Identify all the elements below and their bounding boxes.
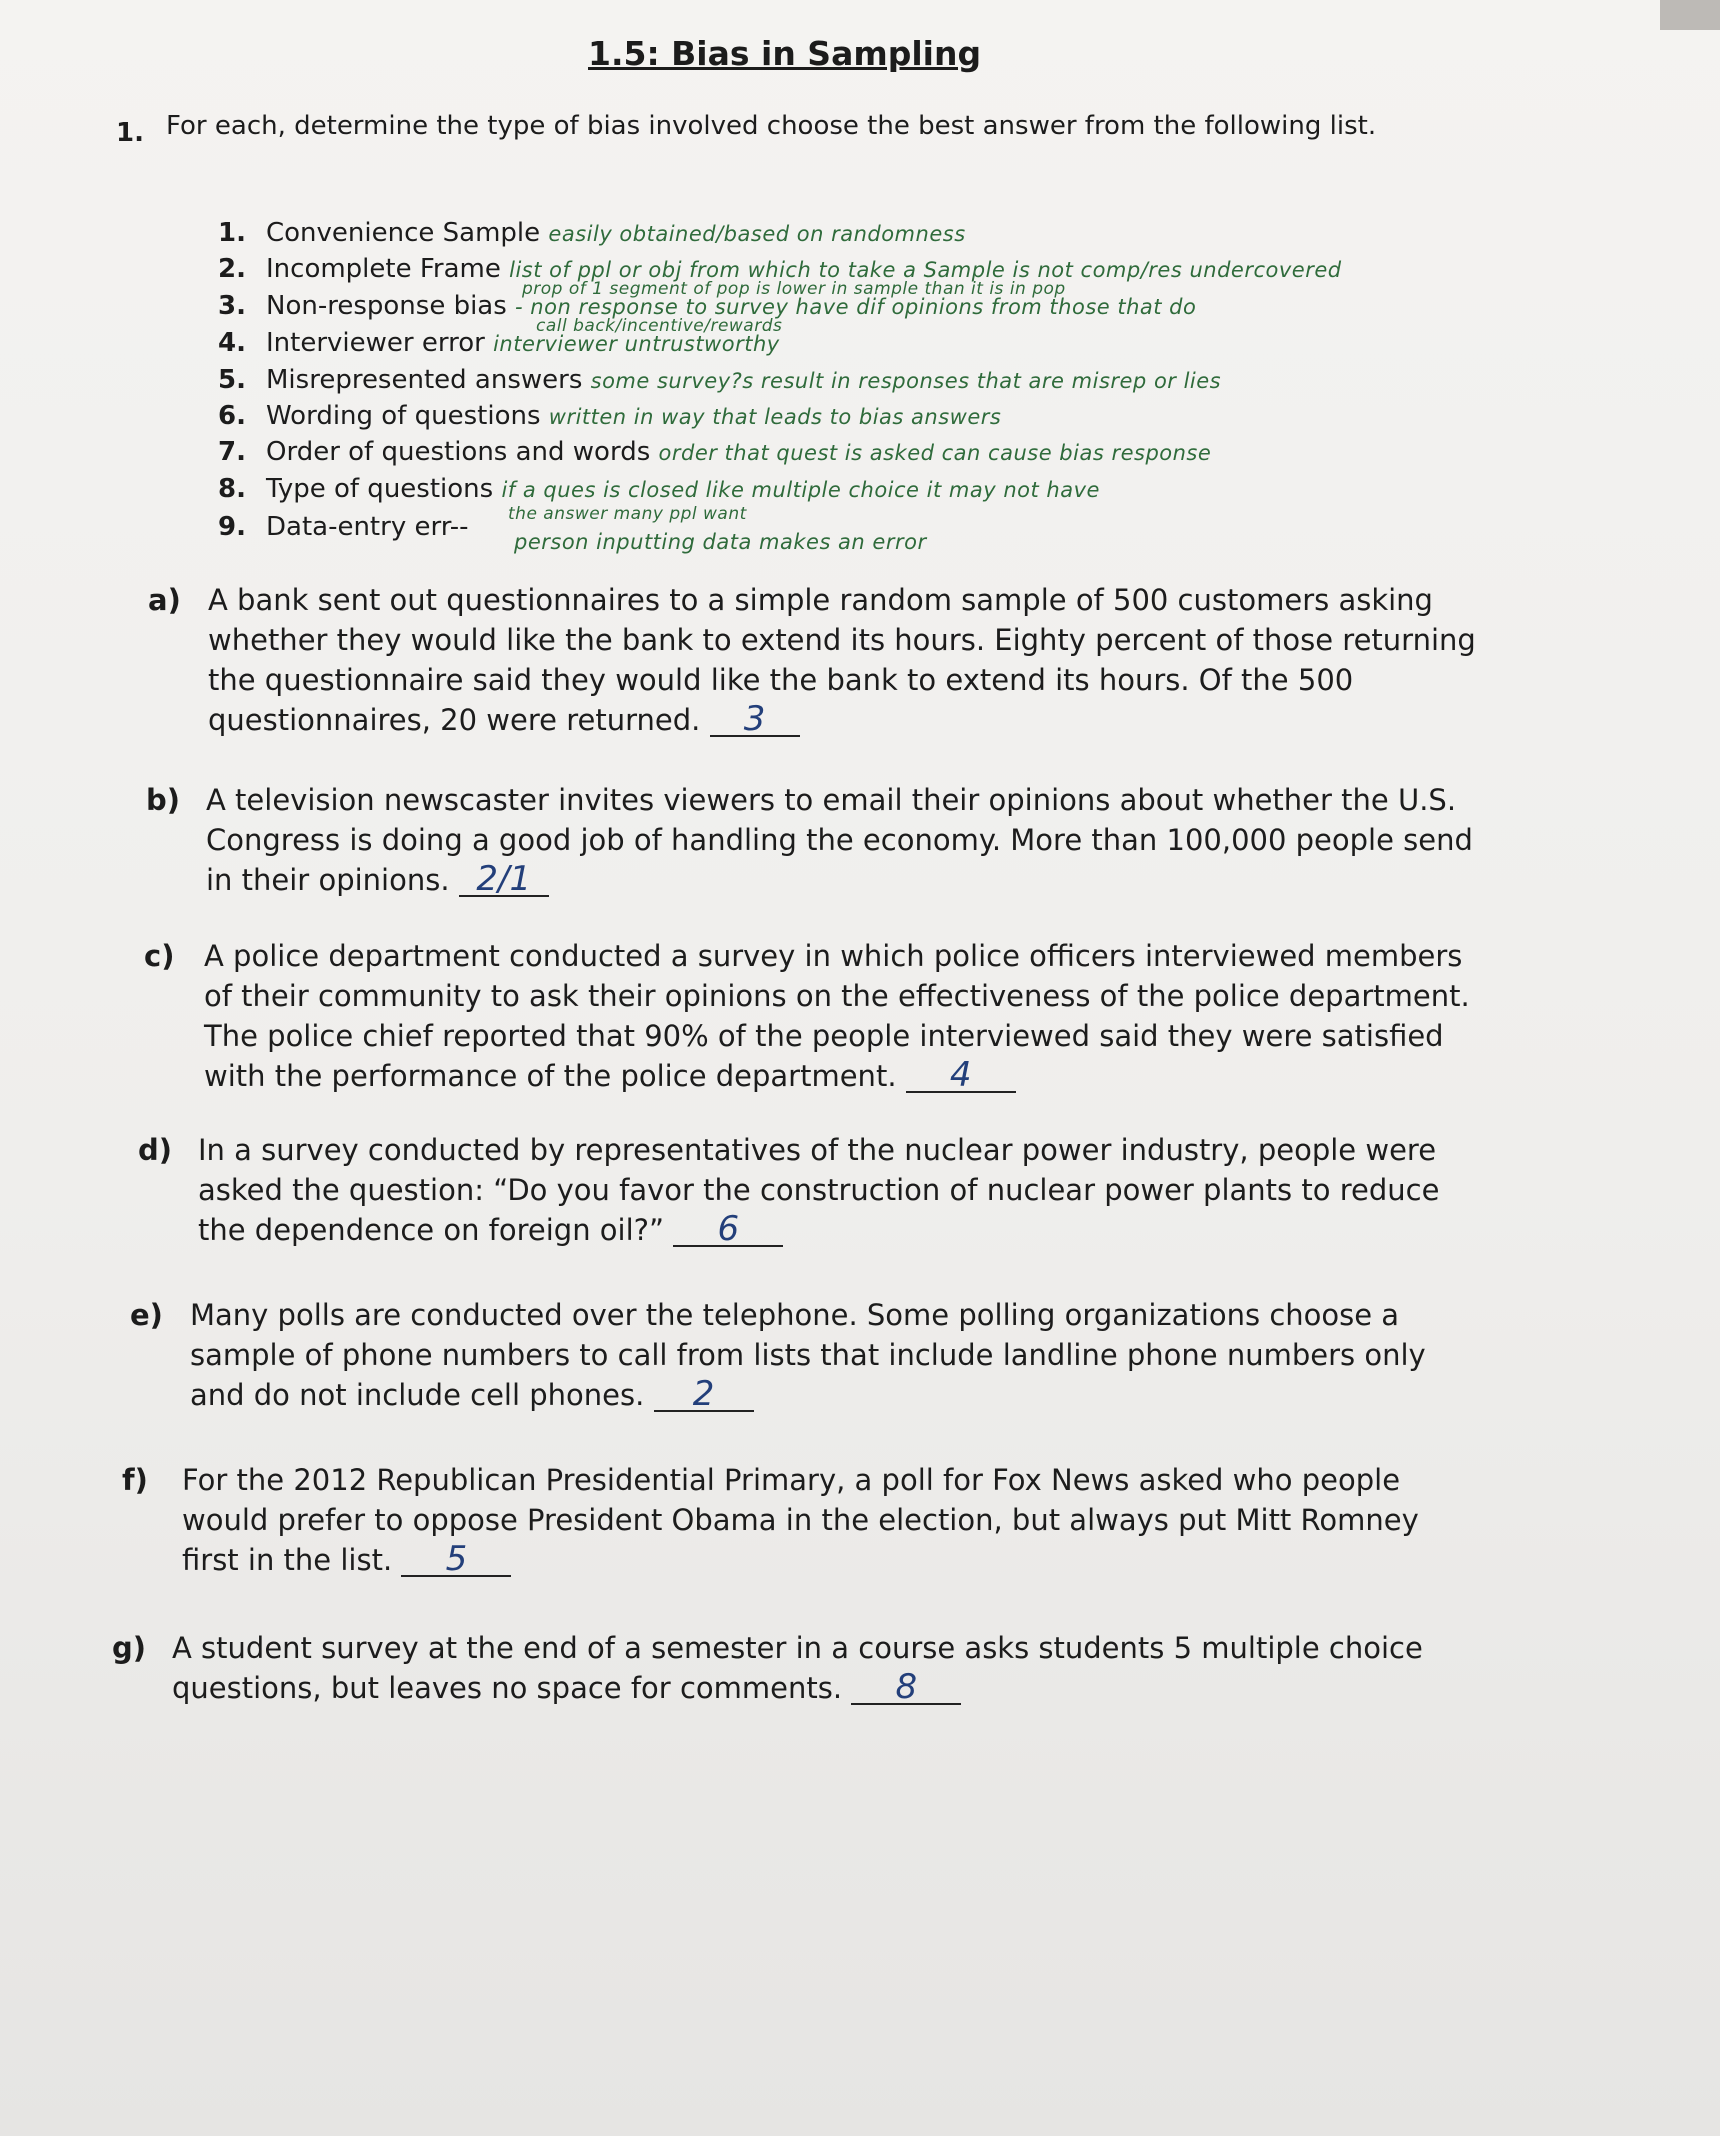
answer-blank[interactable]: 3 (710, 703, 800, 737)
bias-label: Data-entry err-- (266, 512, 469, 542)
part-line: of their community to ask their opinions on the effectiveness of the police department. (204, 979, 1470, 1013)
handwritten-note: interviewer untrustworthy (493, 332, 780, 356)
question-part-f: f) For the 2012 Republican Presidential Primary, a poll for Fox News asked who people would prefer to oppose President Obama in the election, but always put Mitt Romney first in the list. 5 (182, 1460, 1522, 1580)
list-item: 2. Incomplete Frame list of ppl or obj from which to take a Sample is not comp/res undercovered (218, 254, 1342, 284)
part-line: A student survey at the end of a semester in a course asks students 5 multiple choice (172, 1631, 1423, 1665)
question-text: For each, determine the type of bias involved choose the best answer from the following list. (166, 111, 1377, 141)
bias-label: Order of questions and words (266, 437, 651, 467)
question-part-d: d) In a survey conducted by representatives of the nuclear power industry, people were asked the question: “Do you favor the construction of nuclear power plants to reduce the dependence on foreign oil?” 6 (198, 1130, 1508, 1250)
part-line: A bank sent out questionnaires to a simple random sample of 500 customers asking (208, 583, 1433, 617)
bias-label: Misrepresented answers (266, 365, 583, 395)
list-item: 3. Non-response bias - non response to survey have dif opinions from those that do (218, 291, 1197, 321)
part-line: Many polls are conducted over the telephone. Some polling organizations choose a (190, 1298, 1400, 1332)
bias-label: Type of questions (266, 474, 494, 504)
bias-label: Non-response bias (266, 291, 507, 321)
answer-blank[interactable]: 6 (673, 1213, 783, 1247)
part-line: questions, but leaves no space for comments. (172, 1671, 843, 1705)
part-line: with the performance of the police department. (204, 1059, 897, 1093)
list-item: 7. Order of questions and words order that quest is asked can cause bias response (218, 437, 1212, 467)
part-line: questionnaires, 20 were returned. (208, 703, 701, 737)
handwritten-note: easily obtained/based on randomness (548, 222, 966, 246)
handwritten-note: list of ppl or obj from which to take a Sample is not comp/res undercovered (509, 258, 1342, 282)
list-item: 4. Interviewer error interviewer untrustworthy (218, 328, 780, 358)
handwritten-note: call back/incentive/rewards (536, 316, 783, 336)
part-line: The police chief reported that 90% of the people interviewed said they were satisfied (204, 1019, 1444, 1053)
handwritten-note: if a ques is closed like multiple choice it may not have (501, 478, 1100, 502)
handwritten-note: - non response to survey have dif opinions from those that do (515, 295, 1197, 319)
part-line: Congress is doing a good job of handling the economy. More than 100,000 people send (206, 823, 1473, 857)
part-line: In a survey conducted by representatives of the nuclear power industry, people were (198, 1133, 1437, 1167)
part-line: A police department conducted a survey in which police officers interviewed members (204, 939, 1463, 973)
part-line: A television newscaster invites viewers to email their opinions about whether the U.S. (206, 783, 1457, 817)
part-line: the questionnaire said they would like the bank to extend its hours. Of the 500 (208, 663, 1354, 697)
answer-blank[interactable]: 2 (654, 1378, 754, 1412)
bias-label: Convenience Sample (266, 218, 541, 248)
bias-label: Wording of questions (266, 401, 541, 431)
handwritten-note: order that quest is asked can cause bias response (658, 441, 1212, 465)
list-item: 9. Data-entry err-- (218, 512, 469, 542)
question-part-b: b) A television newscaster invites viewers to email their opinions about whether the U.S. Congress is doing a good job of handling the economy. More than 100,000 people send in their opinions. 2/1 (206, 780, 1506, 900)
part-line: would prefer to oppose President Obama in the election, but always put Mitt Romney (182, 1503, 1419, 1537)
question-part-c: c) A police department conducted a survey in which police officers interviewed members of their community to ask their opinions on the effectiveness of the police department. The police chief reported that 90% of the people interviewed said they were satisfied with the performance of the police department. 4 (204, 936, 1514, 1096)
handwritten-note: person inputting data makes an error (514, 530, 927, 554)
part-line: the dependence on foreign oil?” (198, 1213, 665, 1247)
list-item: 5. Misrepresented answers some survey?s result in responses that are misrep or lies (218, 365, 1222, 395)
question-part-a: a) A bank sent out questionnaires to a simple random sample of 500 customers asking whether they would like the bank to extend its hours. Eighty percent of those returning the questionnaire said they would like the bank to extend its hours. Of the 500 questionnaires, 20 were returned. 3 (208, 580, 1508, 740)
answer-blank[interactable]: 5 (401, 1543, 511, 1577)
part-line: whether they would like the bank to extend its hours. Eighty percent of those returning (208, 623, 1476, 657)
part-line: and do not include cell phones. (190, 1378, 645, 1412)
question-part-g: g) A student survey at the end of a semester in a course asks students 5 multiple choice questions, but leaves no space for comments. 8 (172, 1628, 1532, 1708)
page-title: 1.5: Bias in Sampling (588, 34, 982, 73)
handwritten-note: prop of 1 segment of pop is lower in sample than it is in pop (522, 279, 1066, 299)
answer-blank[interactable]: 4 (906, 1059, 1016, 1093)
list-item: 8. Type of questions if a ques is closed like multiple choice it may not have (218, 474, 1100, 504)
handwritten-note: the answer many ppl want (508, 504, 747, 524)
part-line: in their opinions. (206, 863, 450, 897)
answer-blank[interactable]: 8 (851, 1671, 961, 1705)
answer-blank[interactable]: 2/1 (459, 863, 549, 897)
bias-label: Incomplete Frame (266, 254, 501, 284)
part-line: sample of phone numbers to call from lists that include landline phone numbers only (190, 1338, 1426, 1372)
list-item: 6. Wording of questions written in way that leads to bias answers (218, 401, 1002, 431)
question-number: 1. (116, 118, 144, 148)
part-line: first in the list. (182, 1543, 393, 1577)
bias-label: Interviewer error (266, 328, 485, 358)
part-line: asked the question: “Do you favor the construction of nuclear power plants to reduce (198, 1173, 1440, 1207)
handwritten-note: some survey?s result in responses that are misrep or lies (590, 369, 1222, 393)
part-line: For the 2012 Republican Presidential Primary, a poll for Fox News asked who people (182, 1463, 1401, 1497)
page-corner-shadow (1660, 0, 1720, 30)
question-part-e: e) Many polls are conducted over the telephone. Some polling organizations choose a sample of phone numbers to call from lists that include landline phone numbers only and do not include cell phones. 2 (190, 1295, 1510, 1415)
handwritten-note: written in way that leads to bias answers (548, 405, 1002, 429)
list-item: 1. Convenience Sample easily obtained/based on randomness (218, 218, 966, 248)
